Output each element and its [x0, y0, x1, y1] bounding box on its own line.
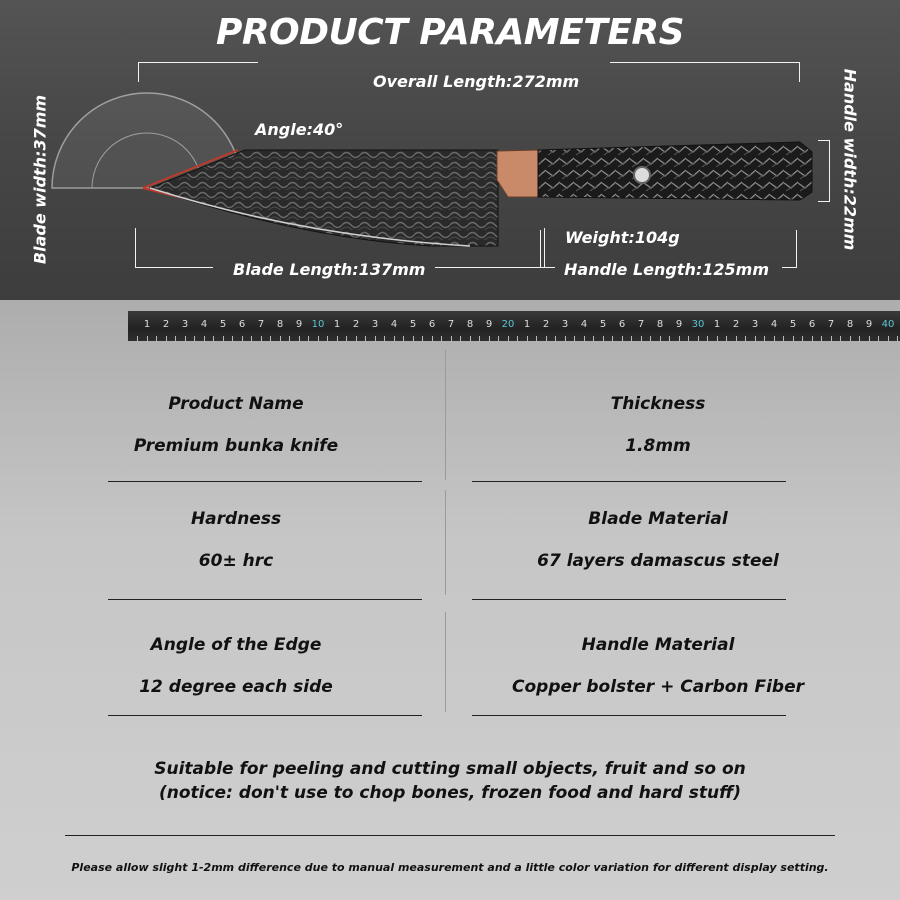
ruler-tick — [356, 336, 357, 341]
ruler-tick — [698, 336, 699, 341]
ruler-number: 9 — [485, 319, 493, 330]
spec-label: Handle Material — [581, 635, 735, 655]
ruler-tick — [831, 336, 832, 341]
spec-area — [0, 300, 900, 900]
ruler-tick — [299, 336, 300, 341]
ruler-number: 8 — [276, 319, 284, 330]
angle-label: Angle:40° — [255, 120, 344, 139]
ruler-tick — [175, 336, 176, 341]
spec-label: Hardness — [190, 509, 282, 529]
ruler-number: 4 — [390, 319, 398, 330]
spec-label: Blade Material — [588, 509, 728, 529]
row-separator — [108, 481, 422, 482]
ruler-number: 8 — [846, 319, 854, 330]
ruler-number: 3 — [181, 319, 189, 330]
ruler-number: 20 — [501, 319, 515, 330]
spec-product-name — [31, 394, 441, 456]
ruler-number: 7 — [257, 319, 265, 330]
ruler-tick — [878, 336, 879, 341]
spec-handle-material — [453, 635, 863, 697]
ruler-number: 5 — [789, 319, 797, 330]
ruler-number: 7 — [637, 319, 645, 330]
ruler-number: 1 — [523, 319, 531, 330]
spec-blade-material — [453, 509, 863, 571]
ruler-number: 10 — [311, 319, 325, 330]
spec-value: 1.8mm — [625, 436, 691, 456]
ruler-tick — [745, 336, 746, 341]
ruler-tick — [346, 336, 347, 341]
ruler-tick — [774, 336, 775, 341]
ruler-tick — [251, 336, 252, 341]
row-separator — [472, 481, 786, 482]
ruler-number: 6 — [618, 319, 626, 330]
ruler-number: 2 — [352, 319, 360, 330]
ruler-tick — [384, 336, 385, 341]
ruler-number: 2 — [732, 319, 740, 330]
ruler-tick — [508, 336, 509, 341]
ruler-tick — [669, 336, 670, 341]
usage-note: Suitable for peeling and cutting small objects, fruit and so on — [154, 759, 746, 779]
ruler-tick — [546, 336, 547, 341]
ruler-tick — [204, 336, 205, 341]
ruler-tick — [688, 336, 689, 341]
ruler-tick — [660, 336, 661, 341]
ruler-number: 9 — [295, 319, 303, 330]
ruler-number: 4 — [770, 319, 778, 330]
row-separator — [108, 715, 422, 716]
ruler-tick — [422, 336, 423, 341]
ruler-number: 1 — [713, 319, 721, 330]
column-divider — [445, 490, 446, 595]
spec-thickness — [453, 394, 863, 456]
ruler-tick — [156, 336, 157, 341]
ruler-tick — [470, 336, 471, 341]
ruler-number: 4 — [200, 319, 208, 330]
ruler-tick — [726, 336, 727, 341]
ruler-number: 2 — [162, 319, 170, 330]
handle-width-label: Handle width:22mm — [840, 68, 860, 251]
ruler-tick — [793, 336, 794, 341]
page-title: PRODUCT PARAMETERS — [215, 12, 685, 53]
weight-label: Weight:104g — [565, 228, 680, 247]
row-separator — [472, 715, 786, 716]
ruler-tick — [536, 336, 537, 341]
footer-separator — [65, 835, 835, 836]
ruler-tick — [850, 336, 851, 341]
spec-edge-angle — [31, 635, 441, 697]
ruler-tick — [812, 336, 813, 341]
ruler-tick — [527, 336, 528, 341]
ruler-tick — [460, 336, 461, 341]
ruler-tick — [821, 336, 822, 341]
ruler-number: 6 — [238, 319, 246, 330]
ruler-number: 3 — [371, 319, 379, 330]
ruler-tick — [897, 336, 898, 341]
ruler-tick — [289, 336, 290, 341]
ruler-tick — [736, 336, 737, 341]
ruler-tick — [441, 336, 442, 341]
ruler-tick — [403, 336, 404, 341]
ruler-tick — [185, 336, 186, 341]
ruler-tick — [413, 336, 414, 341]
ruler-tick — [603, 336, 604, 341]
ruler-number: 40 — [881, 319, 895, 330]
ruler-tick — [318, 336, 319, 341]
column-divider — [445, 350, 446, 480]
usage-warning: (notice: don't use to chop bones, frozen food and hard stuff) — [158, 783, 742, 803]
ruler-tick — [802, 336, 803, 341]
ruler-number: 7 — [447, 319, 455, 330]
ruler-number: 8 — [656, 319, 664, 330]
ruler-tick — [394, 336, 395, 341]
ruler-tick — [261, 336, 262, 341]
ruler-tick — [631, 336, 632, 341]
row-separator — [108, 599, 422, 600]
ruler-tick — [375, 336, 376, 341]
ruler-tick — [584, 336, 585, 341]
ruler-tick — [755, 336, 756, 341]
ruler-tick — [593, 336, 594, 341]
ruler-tick — [574, 336, 575, 341]
ruler-tick — [555, 336, 556, 341]
ruler-tick — [432, 336, 433, 341]
carbon-fiber-handle — [538, 142, 812, 200]
blade-length-label: Blade Length:137mm — [233, 260, 426, 279]
ruler-tick — [612, 336, 613, 341]
ruler-tick — [498, 336, 499, 341]
ruler-number: 9 — [865, 319, 873, 330]
spec-label: Thickness — [610, 394, 706, 414]
ruler-tick — [270, 336, 271, 341]
ruler-number: 6 — [808, 319, 816, 330]
handle-length-bracket-left — [540, 230, 555, 268]
ruler-number: 4 — [580, 319, 588, 330]
spec-value: 12 degree each side — [139, 677, 333, 697]
ruler-tick — [308, 336, 309, 341]
ruler-tick — [194, 336, 195, 341]
handle-length-label: Handle Length:125mm — [564, 260, 770, 279]
ruler-tick — [479, 336, 480, 341]
ruler-tick — [641, 336, 642, 341]
ruler-tick — [717, 336, 718, 341]
spec-value: 67 layers damascus steel — [537, 551, 779, 571]
spec-label: Angle of the Edge — [150, 635, 322, 655]
ruler-tick — [242, 336, 243, 341]
ruler-number: 1 — [333, 319, 341, 330]
spec-label: Product Name — [168, 394, 304, 414]
ruler-number: 9 — [675, 319, 683, 330]
ruler-number: 7 — [827, 319, 835, 330]
ruler-number: 5 — [599, 319, 607, 330]
ruler-number: 3 — [561, 319, 569, 330]
disclaimer: Please allow slight 1-2mm difference due to manual measurement and a little color variation for different display setting. — [71, 861, 829, 874]
ruler-tick — [888, 336, 889, 341]
ruler-tick — [679, 336, 680, 341]
ruler-tick — [622, 336, 623, 341]
ruler-number: 5 — [219, 319, 227, 330]
ruler-tick — [489, 336, 490, 341]
ruler-tick — [565, 336, 566, 341]
ruler-tick — [764, 336, 765, 341]
ruler-number: 6 — [428, 319, 436, 330]
ruler-tick — [869, 336, 870, 341]
ruler-tick — [451, 336, 452, 341]
ruler-tick — [517, 336, 518, 341]
spec-hardness — [31, 509, 441, 571]
overall-length-label: Overall Length:272mm — [373, 72, 580, 91]
ruler-tick — [365, 336, 366, 341]
ruler-number: 2 — [542, 319, 550, 330]
ruler-tick — [707, 336, 708, 341]
ruler-tick — [223, 336, 224, 341]
ruler-tick — [783, 336, 784, 341]
overall-length-bracket-right — [610, 62, 800, 82]
handle-length-bracket-right — [782, 230, 797, 268]
ruler-tick — [147, 336, 148, 341]
ruler-tick — [859, 336, 860, 341]
ruler-number: 8 — [466, 319, 474, 330]
ruler-tick — [232, 336, 233, 341]
handle-pin-icon — [634, 167, 650, 183]
copper-bolster — [497, 150, 540, 197]
ruler-tick — [166, 336, 167, 341]
ruler-tick — [650, 336, 651, 341]
ruler — [128, 311, 900, 341]
spec-value: 60± hrc — [198, 551, 274, 571]
ruler-tick — [337, 336, 338, 341]
blade-width-label: Blade width:37mm — [30, 94, 50, 265]
ruler-number: 3 — [751, 319, 759, 330]
blade-length-bracket-right — [435, 228, 545, 268]
ruler-number: 1 — [143, 319, 151, 330]
ruler-number: 5 — [409, 319, 417, 330]
ruler-tick — [280, 336, 281, 341]
ruler-tick — [840, 336, 841, 341]
blade-length-bracket-left — [135, 228, 213, 268]
overall-length-bracket-left — [138, 62, 258, 82]
ruler-tick — [213, 336, 214, 341]
ruler-tick — [327, 336, 328, 341]
column-divider — [445, 612, 446, 712]
ruler-number: 30 — [691, 319, 705, 330]
ruler-tick — [137, 336, 138, 341]
handle-width-bracket — [818, 140, 830, 202]
row-separator — [472, 599, 786, 600]
spec-value: Premium bunka knife — [133, 436, 339, 456]
spec-value: Copper bolster + Carbon Fiber — [512, 677, 804, 697]
